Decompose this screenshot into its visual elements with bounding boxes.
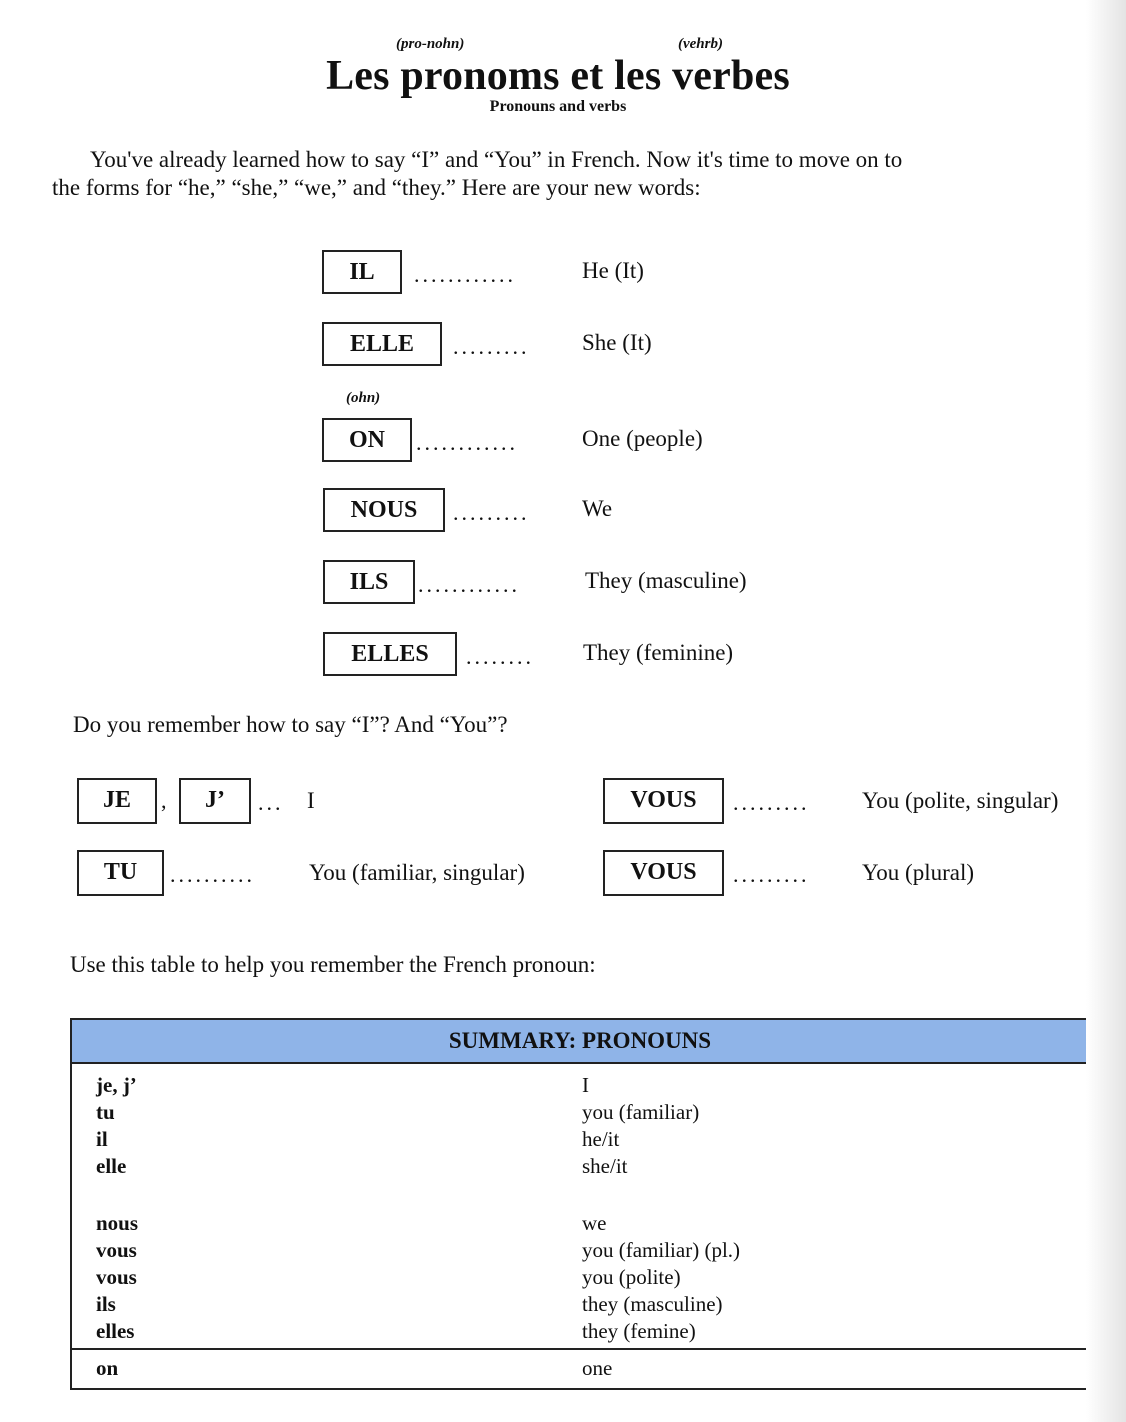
summary-en-they-fem: they (femine): [582, 1319, 696, 1343]
word-meaning-il: He (It): [582, 258, 644, 283]
pronunciation-on: (ohn): [346, 390, 381, 406]
word-box-j: J’: [179, 778, 251, 824]
word-box-ils: ILS: [323, 560, 415, 604]
word-box-il: IL: [322, 250, 402, 294]
pronunciation-verbes: (vehrb): [678, 36, 723, 52]
table-intro: Use this table to help you remember the French pronoun:: [70, 952, 596, 977]
leader-dots: ..........: [170, 862, 255, 887]
word-box-vous-plural: VOUS: [603, 850, 724, 896]
word-meaning-vous-plural: You (plural): [862, 860, 975, 885]
summary-en-we: we: [582, 1211, 607, 1235]
summary-fr-on: on: [96, 1356, 119, 1380]
word-row-elles: [0, 632, 1100, 680]
leader-dots: .........: [733, 790, 810, 815]
summary-en-you-familiar: you (familiar): [582, 1100, 700, 1124]
word-meaning-elles: They (feminine): [583, 640, 734, 665]
review-row-vous-plural: [0, 850, 1100, 898]
word-box-vous-polite: VOUS: [603, 778, 724, 824]
word-meaning-je: I: [307, 788, 315, 813]
word-meaning-nous: We: [582, 496, 613, 521]
summary-fr-vous-polite: vous: [96, 1265, 137, 1289]
word-meaning-on: One (people): [582, 426, 703, 451]
leader-dots: .........: [733, 862, 810, 887]
word-box-je: JE: [77, 778, 157, 824]
word-box-nous: NOUS: [323, 488, 445, 532]
word-box-elle: ELLE: [322, 322, 442, 366]
word-box-on: ON: [322, 418, 412, 462]
leader-dots: .........: [453, 500, 530, 525]
summary-french-column: [96, 1072, 138, 1345]
summary-english-column: [582, 1072, 740, 1345]
word-meaning-tu: You (familiar, singular): [309, 860, 525, 885]
summary-fr-ils: ils: [96, 1292, 116, 1316]
summary-fr-elle: elle: [96, 1154, 127, 1178]
page-edge-shadow: [1086, 0, 1126, 1422]
word-row-ils: [0, 560, 1100, 608]
summary-en-he: he/it: [582, 1127, 620, 1151]
intro-line-2: the forms for “he,” “she,” “we,” and “they.” Here are your new words:: [52, 175, 701, 200]
summary-table: [70, 1018, 1090, 1390]
leader-dots: ............: [418, 572, 520, 597]
table-divider: [72, 1348, 1088, 1350]
summary-fr-je: je, j’: [96, 1073, 137, 1097]
summary-en-you-familiar-pl: you (familiar) (pl.): [582, 1238, 741, 1262]
intro-paragraph: [52, 146, 1072, 202]
review-question: Do you remember how to say “I”? And “You”?: [73, 712, 508, 737]
summary-en-she: she/it: [582, 1154, 628, 1178]
word-box-elles: ELLES: [323, 632, 457, 676]
word-meaning-vous-polite: You (polite, singular): [862, 788, 1059, 813]
summary-fr-tu: tu: [96, 1100, 115, 1124]
review-row-vous-polite: [0, 778, 1100, 826]
leader-dots: ............: [416, 430, 518, 455]
summary-en-you-polite: you (polite): [582, 1265, 681, 1289]
word-row-il: [0, 250, 1100, 298]
summary-en-one: one: [582, 1356, 613, 1380]
leader-dots: ........: [466, 644, 534, 669]
summary-fr-il: il: [96, 1127, 108, 1151]
comma: ,: [161, 788, 167, 813]
summary-en-they-masc: they (masculine): [582, 1292, 723, 1316]
summary-fr-vous-familiar: vous: [96, 1238, 137, 1262]
page-subtitle: Pronouns and verbs: [489, 98, 627, 115]
word-meaning-elle: She (It): [582, 330, 652, 355]
pronunciation-pronoms: (pro-nohn): [396, 36, 465, 52]
summary-table-header: SUMMARY: PRONOUNS: [72, 1020, 1088, 1064]
word-meaning-ils: They (masculine): [585, 568, 747, 593]
leader-dots: ...: [258, 790, 284, 815]
intro-line-1: You've already learned how to say “I” and “You” in French. Now it's time to move on to: [90, 147, 903, 172]
leader-dots: ............: [414, 262, 516, 287]
word-row-nous: [0, 488, 1100, 536]
word-row-elle: [0, 322, 1100, 370]
summary-en-i: I: [582, 1073, 589, 1097]
page-title: Les pronoms et les verbes: [326, 53, 790, 99]
leader-dots: .........: [453, 334, 530, 359]
summary-fr-elles: elles: [96, 1319, 135, 1343]
summary-fr-nous: nous: [96, 1211, 139, 1235]
word-row-on: [0, 418, 1100, 466]
word-box-tu: TU: [77, 850, 164, 896]
